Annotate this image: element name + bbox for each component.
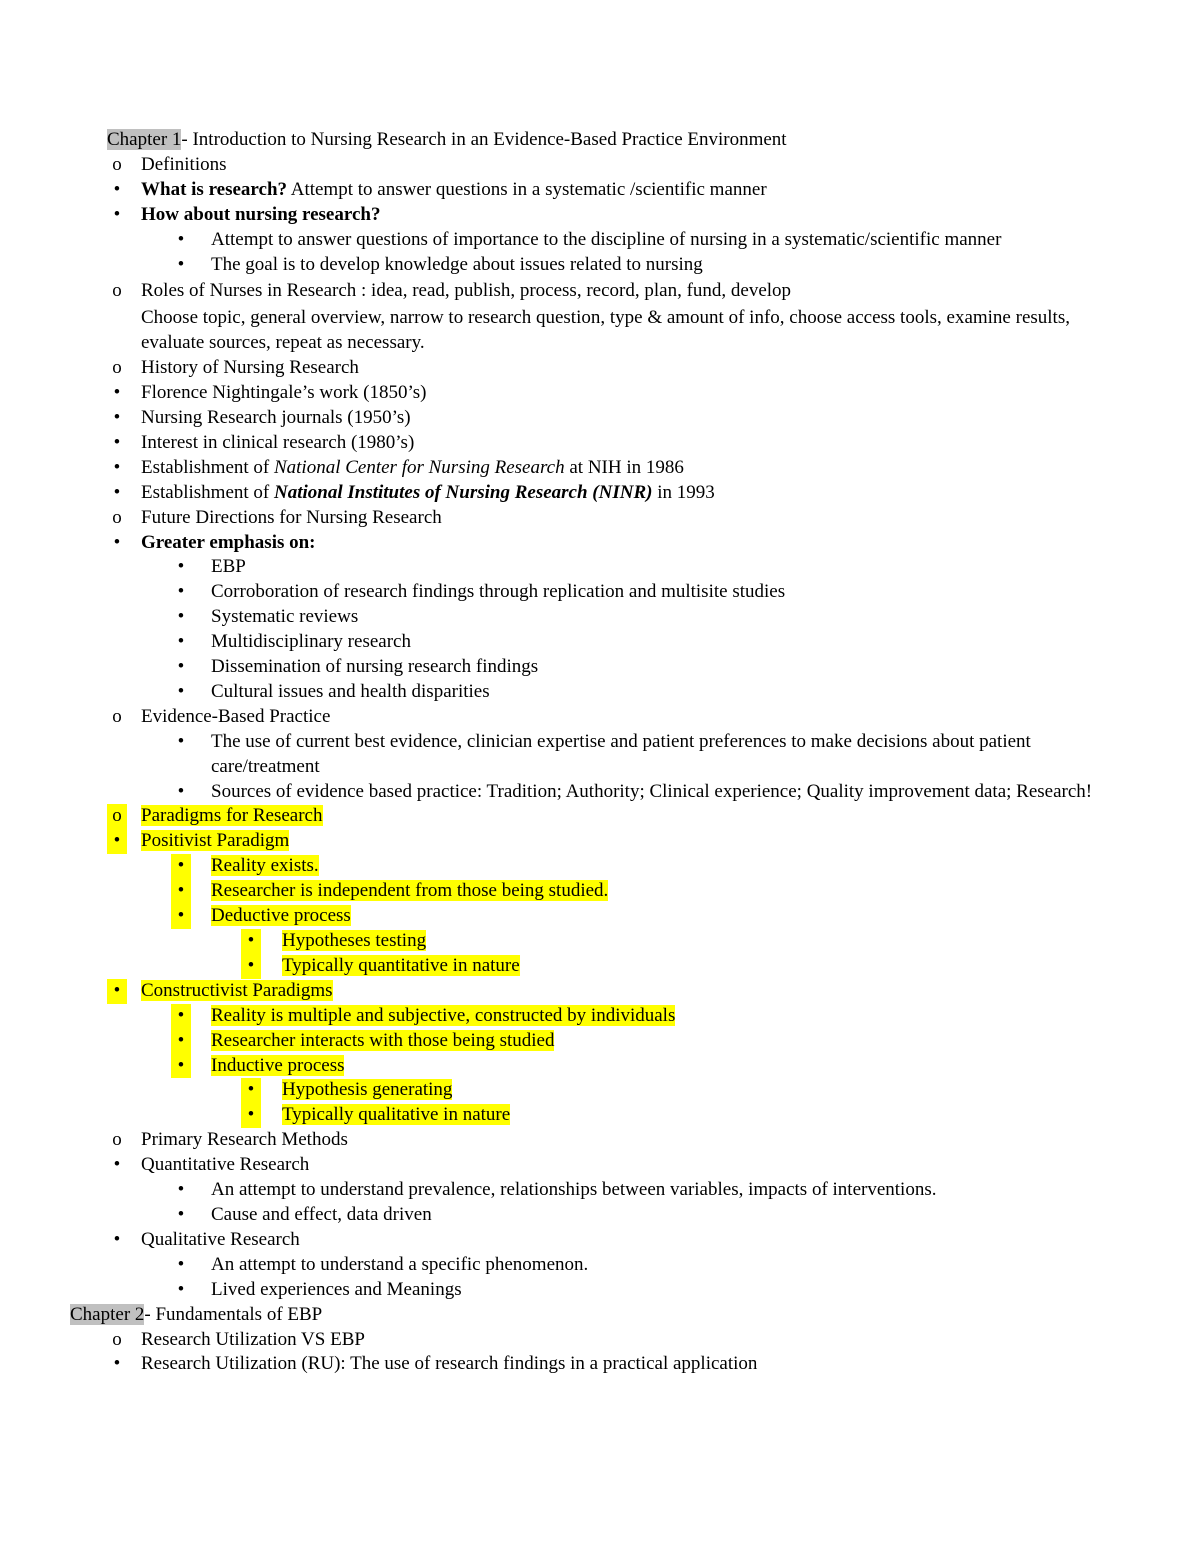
list-item xyxy=(0,356,1200,381)
list-item xyxy=(0,804,1200,829)
roles-heading: Roles of Nurses in Research : idea, read, publish, process, record, plan, fund, develop xyxy=(141,280,792,302)
list-item xyxy=(0,253,1200,278)
list-item xyxy=(0,1103,1200,1128)
chapter-2-heading xyxy=(0,1303,1200,1328)
bullet-icon: • xyxy=(177,1278,185,1300)
list-item xyxy=(0,1078,1200,1103)
bullet-icon: • xyxy=(107,979,127,1004)
bullet-icon: • xyxy=(113,531,121,553)
constructivist-item: Reality is multiple and subjective, constructed by individuals xyxy=(211,1004,676,1026)
history-item: Florence Nightingale’s work (1850’s) xyxy=(141,382,427,404)
ninr-name: National Institutes of Nursing Research (NINR) xyxy=(273,481,653,503)
history-heading: History of Nursing Research xyxy=(141,357,359,379)
bullet-icon: • xyxy=(177,680,185,702)
list-item xyxy=(0,1328,1200,1353)
list-item xyxy=(0,580,1200,605)
bullet-icon: • xyxy=(177,581,185,603)
quantitative-item: Cause and effect, data driven xyxy=(211,1203,432,1225)
positivist-item: Reality exists. xyxy=(211,855,319,877)
bullet-icon: • xyxy=(107,829,127,854)
positivist-sub-item: Typically quantitative in nature xyxy=(282,954,520,976)
list-item xyxy=(0,1178,1200,1203)
bullet-icon: • xyxy=(113,431,121,453)
document-body xyxy=(0,128,1200,1377)
bullet-icon: • xyxy=(113,1228,121,1250)
future-heading: Future Directions for Nursing Research xyxy=(141,506,442,528)
bullet-icon: • xyxy=(177,556,185,578)
future-item: Systematic reviews xyxy=(211,606,359,628)
circle-marker-icon: o xyxy=(112,506,122,528)
methods-heading: Primary Research Methods xyxy=(141,1129,348,1151)
what-is-research-question: What is research? xyxy=(141,178,288,200)
bullet-icon: • xyxy=(177,228,185,250)
bullet-icon: • xyxy=(113,456,121,478)
bullet-icon: • xyxy=(171,879,191,904)
positivist-heading: Positivist Paradigm xyxy=(141,830,290,852)
list-item xyxy=(0,1004,1200,1029)
bullet-icon: • xyxy=(113,406,121,428)
list-item xyxy=(0,178,1200,203)
list-item xyxy=(0,730,1200,780)
positivist-item: Deductive process xyxy=(211,905,351,927)
constructivist-item: Researcher interacts with those being studied xyxy=(211,1029,555,1051)
list-item xyxy=(0,1228,1200,1253)
circle-marker-icon: o xyxy=(112,1328,122,1350)
circle-marker-icon: o xyxy=(112,153,122,175)
bullet-icon: • xyxy=(177,253,185,275)
list-item xyxy=(0,705,1200,730)
ninr-prefix: Establishment of xyxy=(141,481,274,503)
constructivist-sub-item: Hypothesis generating xyxy=(282,1079,453,1101)
bullet-icon: • xyxy=(241,1078,261,1103)
list-item xyxy=(0,406,1200,431)
constructivist-sub-item: Typically qualitative in nature xyxy=(282,1104,511,1126)
future-item: Cultural issues and health disparities xyxy=(211,680,490,702)
bullet-icon: • xyxy=(171,1004,191,1029)
chapter-1-label: Chapter 1 xyxy=(107,129,182,150)
ncnr-name: National Center for Nursing Research xyxy=(273,456,565,478)
future-item: Corroboration of research findings through replication and multisite studies xyxy=(211,581,786,603)
history-item: Nursing Research journals (1950’s) xyxy=(141,406,411,428)
history-item: Interest in clinical research (1980’s) xyxy=(141,431,415,453)
list-item xyxy=(0,1153,1200,1178)
bullet-icon: • xyxy=(177,606,185,628)
bullet-icon: • xyxy=(171,904,191,929)
qualitative-item: An attempt to understand a specific phenomenon. xyxy=(211,1253,589,1275)
future-emphasis: Greater emphasis on: xyxy=(141,531,316,553)
list-item xyxy=(0,531,1200,556)
chapter-2-label: Chapter 2 xyxy=(70,1303,145,1325)
bullet-icon: • xyxy=(177,780,185,802)
future-item: Dissemination of nursing research findings xyxy=(211,656,539,678)
list-item xyxy=(0,829,1200,854)
quantitative-heading: Quantitative Research xyxy=(141,1154,310,1176)
list-item xyxy=(0,1253,1200,1278)
list-item xyxy=(0,1054,1200,1079)
qualitative-item: Lived experiences and Meanings xyxy=(211,1278,462,1300)
bullet-icon: • xyxy=(171,854,191,879)
quantitative-item: An attempt to understand prevalence, relationships between variables, impacts of interventions. xyxy=(211,1179,937,1201)
list-item xyxy=(0,1352,1200,1377)
ebp-heading: Evidence-Based Practice xyxy=(141,705,331,727)
ebp-item: Sources of evidence based practice: Tradition; Authority; Clinical experience; Quality improvement data; Research! xyxy=(211,780,1093,802)
bullet-icon: • xyxy=(177,1179,185,1201)
list-item xyxy=(0,279,1200,304)
list-item xyxy=(0,506,1200,531)
what-is-research-answer: Attempt to answer questions in a systematic /scientific manner xyxy=(287,178,767,200)
list-item xyxy=(0,655,1200,680)
ebp-item: The use of current best evidence, clinician expertise and patient preferences to make decisions about patient care/treatment xyxy=(211,730,1031,777)
bullet-icon: • xyxy=(171,1054,191,1079)
ncnr-suffix: at NIH in 1986 xyxy=(564,456,684,478)
circle-marker-icon: o xyxy=(112,705,122,727)
constructivist-heading: Constructivist Paradigms xyxy=(141,979,333,1001)
bullet-icon: • xyxy=(113,178,121,200)
nursing-research-question: How about nursing research? xyxy=(141,203,381,225)
bullet-icon: • xyxy=(241,1103,261,1128)
list-item xyxy=(0,954,1200,979)
ru-vs-ebp-heading: Research Utilization VS EBP xyxy=(141,1328,365,1350)
list-item xyxy=(0,153,1200,178)
bullet-icon: • xyxy=(241,954,261,979)
bullet-icon: • xyxy=(113,1154,121,1176)
bullet-icon: • xyxy=(171,1029,191,1054)
bullet-icon: • xyxy=(177,1253,185,1275)
list-item xyxy=(0,555,1200,580)
future-item: EBP xyxy=(211,556,246,578)
list-item xyxy=(0,979,1200,1004)
list-item xyxy=(0,1029,1200,1054)
bullet-icon: • xyxy=(113,382,121,404)
chapter-1-heading xyxy=(0,128,1200,153)
list-item xyxy=(0,879,1200,904)
list-item xyxy=(0,904,1200,929)
bullet-icon: • xyxy=(177,730,185,752)
positivist-sub-item: Hypotheses testing xyxy=(282,930,427,951)
list-item xyxy=(0,481,1200,506)
list-item xyxy=(0,228,1200,253)
qualitative-heading: Qualitative Research xyxy=(141,1228,300,1250)
positivist-item: Researcher is independent from those being studied. xyxy=(211,880,609,902)
definitions-heading: Definitions xyxy=(141,153,227,175)
bullet-icon: • xyxy=(113,481,121,503)
paradigms-heading: Paradigms for Research xyxy=(141,805,323,827)
list-item xyxy=(0,929,1200,954)
bullet-icon: • xyxy=(177,656,185,678)
circle-marker-icon: o xyxy=(112,357,122,379)
bullet-icon: • xyxy=(177,631,185,653)
roles-paragraph: Choose topic, general overview, narrow to research question, type & amount of info, choose access tools, examine results, evaluate sources, repeat as necessary. xyxy=(141,307,1070,354)
list-item xyxy=(0,456,1200,481)
list-item xyxy=(0,780,1200,805)
future-item: Multidisciplinary research xyxy=(211,631,411,653)
list-item xyxy=(0,431,1200,456)
definition-sub-item: The goal is to develop knowledge about issues related to nursing xyxy=(211,253,703,275)
list-item xyxy=(0,1128,1200,1153)
chapter-2-title: - Fundamentals of EBP xyxy=(144,1303,323,1325)
ru-definition: Research Utilization (RU): The use of research findings in a practical application xyxy=(141,1353,758,1375)
chapter-1-title: - Introduction to Nursing Research in an Evidence-Based Practice Environment xyxy=(181,129,787,150)
list-item xyxy=(0,1203,1200,1228)
bullet-icon: • xyxy=(177,1203,185,1225)
list-item xyxy=(0,680,1200,705)
list-item xyxy=(0,854,1200,879)
constructivist-item: Inductive process xyxy=(211,1054,345,1076)
list-item xyxy=(0,1278,1200,1303)
circle-marker-icon: o xyxy=(112,1129,122,1151)
bullet-icon: • xyxy=(113,203,121,225)
list-item xyxy=(0,381,1200,406)
circle-marker-icon: o xyxy=(107,804,127,829)
ninr-suffix: in 1993 xyxy=(652,481,715,503)
list-item xyxy=(0,203,1200,228)
list-item xyxy=(0,630,1200,655)
bullet-icon: • xyxy=(241,929,261,954)
ncnr-prefix: Establishment of xyxy=(141,456,274,478)
bullet-icon: • xyxy=(113,1353,121,1375)
list-item xyxy=(0,605,1200,630)
definition-sub-item: Attempt to answer questions of importance to the discipline of nursing in a systematic/scientific manner xyxy=(211,228,1002,250)
roles-paragraph-row xyxy=(0,306,1200,356)
circle-marker-icon: o xyxy=(112,280,122,302)
